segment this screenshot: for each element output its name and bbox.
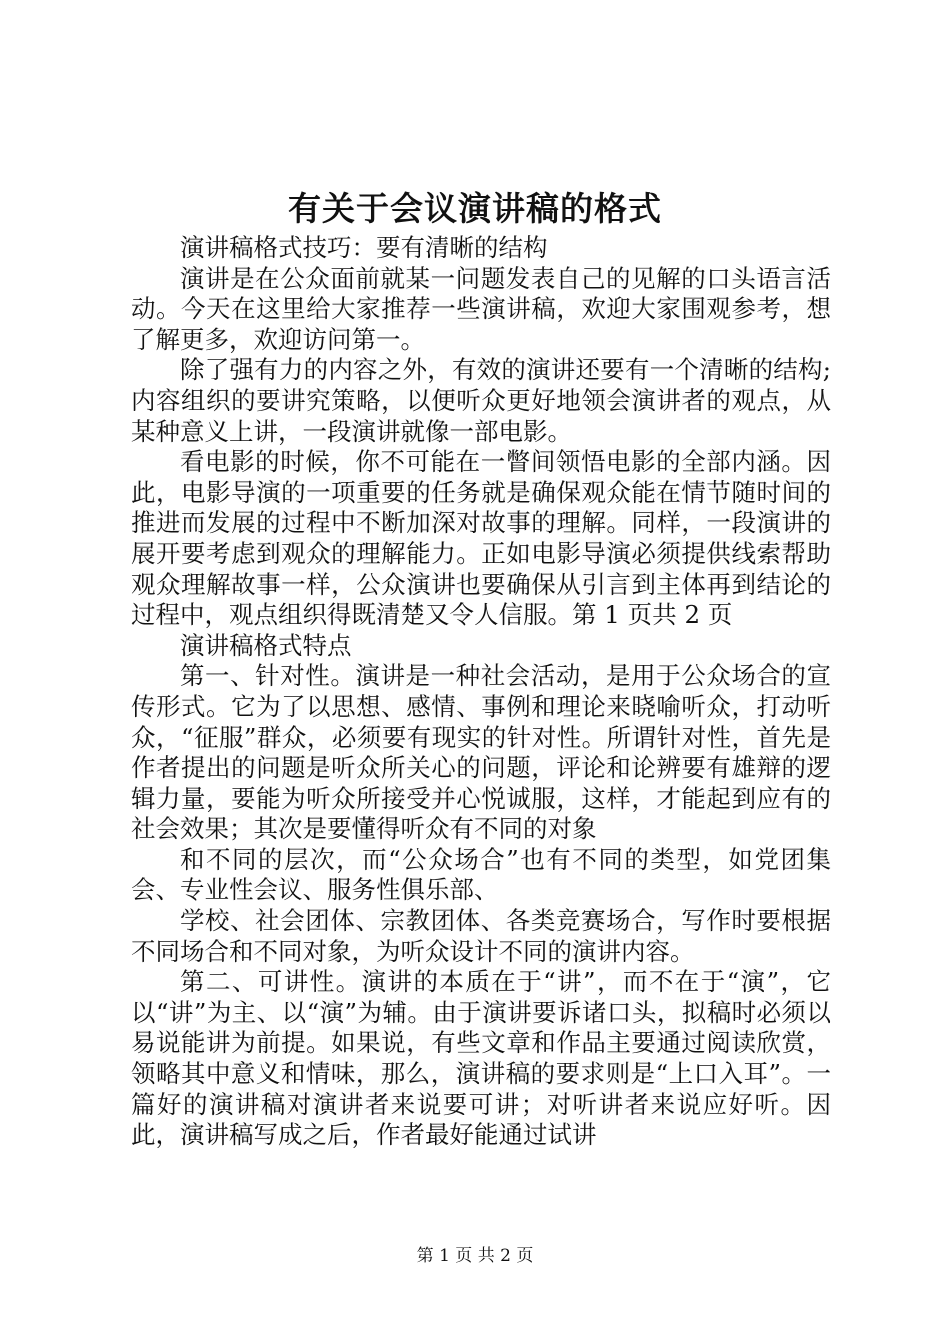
paragraph-audience-levels: 和不同的层次，而“公众场合”也有不同的类型，如党团集会、专业性会议、服务性俱乐部、 <box>131 844 831 905</box>
paragraph-occasions: 学校、社会团体、宗教团体、各类竞赛场合，写作时要根据不同场合和不同对象，为听众设计不同的演讲内容。 <box>131 906 831 966</box>
paragraph-clear-structure: 除了强有力的内容之外，有效的演讲还要有一个清晰的结构;内容组织的要讲究策略，以便听众更好地领会演讲者的观点，从某种意义上讲，一段演讲就像一部电影。 <box>131 355 831 446</box>
paragraph-movie-analogy: 看电影的时候，你不可能在一瞥间领悟电影的全部内涵。因此，电影导演的一项重要的任务就是确保观众能在情节随时间的推进而发展的过程中不断加深对故事的理解。同样，一段演讲的展开要考虑到观众的理解能力。正如电影导演必须提供线索帮助观众理解故事一样，公众演讲也要确保从引言到主体再到结论的过程中，观点组织得既清楚又令人信服。第 1 页共 2 页 <box>131 447 831 630</box>
paragraph-point-two: 第二、可讲性。演讲的本质在于“讲”，而不在于“演”，它以“讲”为主、以“演”为辅。由于演讲要诉诸口头，拟稿时必须以易说能讲为前提。如果说，有些文章和作品主要通过阅读欣赏，领略其中意义和情味，那么，演讲稿的要求则是“上口入耳”。一篇好的演讲稿对演讲者来说要可讲；对听讲者来说应好听。因此，演讲稿写成之后，作者最好能通过试讲 <box>131 967 831 1150</box>
paragraph-point-one: 第一、针对性。演讲是一种社会活动，是用于公众场合的宣传形式。它为了以思想、感情、事例和理论来晓喻听众，打动听众，“征服”群众，必须要有现实的针对性。所谓针对性，首先是作者提出的问题是听众所关心的问题，评论和论辨要有雄辩的逻辑力量，要能为听众所接受并心悦诚服，这样，才能起到应有的社会效果；其次是要懂得听众有不同的对象 <box>131 661 831 844</box>
page-number-footer: 第 1 页 共 2 页 <box>416 1246 534 1266</box>
paragraph-speech-definition: 演讲是在公众面前就某一问题发表自己的见解的口头语言活动。今天在这里给大家推荐一些演讲稿，欢迎大家围观参考，想了解更多，欢迎访问第一。 <box>131 263 831 354</box>
paragraph-structure-tip: 演讲稿格式技巧：要有清晰的结构 <box>180 233 548 262</box>
document-body <box>131 233 831 1151</box>
document-title: 有关于会议演讲稿的格式 <box>288 189 662 228</box>
paragraph-format-features: 演讲稿格式特点 <box>180 630 352 660</box>
